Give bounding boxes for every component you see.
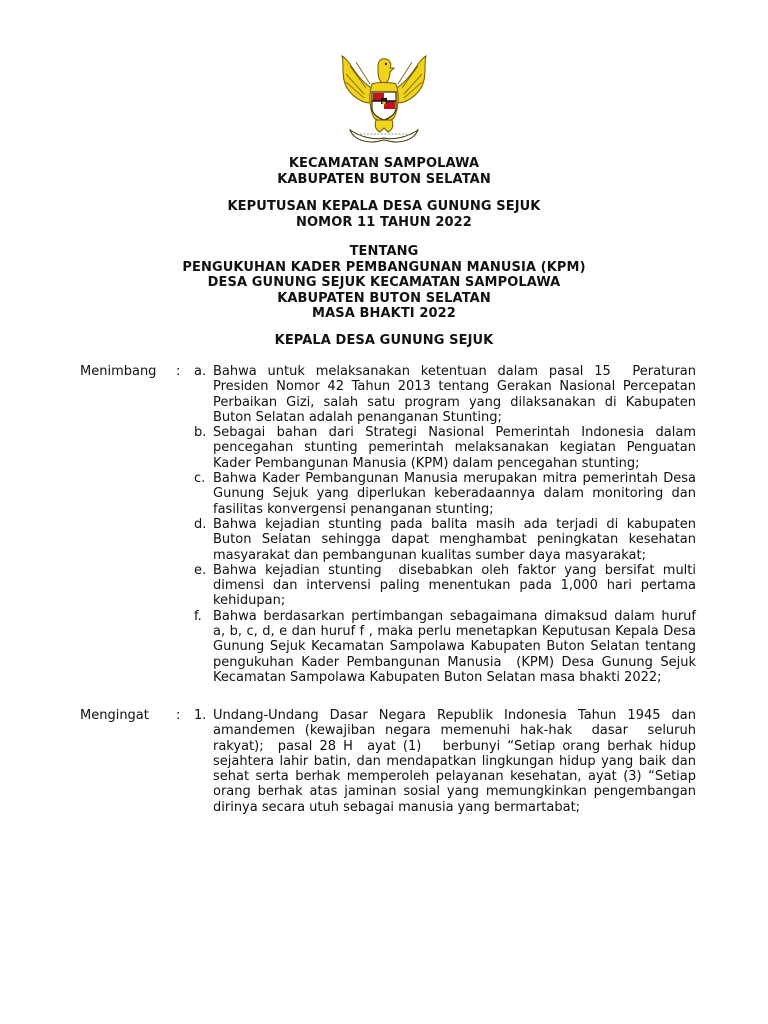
item-text: Bahwa kejadian stunting disebabkan oleh faktor yang bersifat multi dimensi dan intervensi paling menentukan pada 1,000 hari pertama kehidupan; xyxy=(213,562,701,609)
list-item xyxy=(194,608,701,685)
item-marker: f. xyxy=(194,608,202,624)
decree-title: KEPUTUSAN KEPALA DESA GUNUNG SEJUK xyxy=(227,199,541,214)
item-marker: e. xyxy=(194,562,207,578)
heading-region xyxy=(0,156,768,187)
list-item xyxy=(194,516,701,563)
list-item xyxy=(194,708,701,815)
section-label: Menimbang xyxy=(80,364,157,379)
item-marker: b. xyxy=(194,425,207,441)
list-item xyxy=(194,364,701,425)
item-text: Undang-Undang Dasar Negara Republik Indonesia Tahun 1945 dan amandemen (kewajiban negara memenuhi hak-hak dasar seluruh rakyat); pasal 28 H ayat (1) berbunyi “Setiap orang berhak hidup sejahtera lahir batin, dan mendapatkan lingkungan hidup yang baik dan sehat serta berhak memperoleh pelayanan kesehatan, ayat (3) “Setiap orang berhak atas jaminan sosial yang memungkinkan pengembangan dirinya secara utuh sebagai manusia yang bermartabat; xyxy=(213,708,701,815)
tentang-label: TENTANG xyxy=(349,244,419,259)
decree-heading xyxy=(0,199,768,230)
menimbang-list xyxy=(194,364,701,685)
list-item xyxy=(194,425,701,471)
subject-heading xyxy=(0,244,768,322)
section-colon: : xyxy=(176,364,181,379)
kecamatan-heading: KECAMATAN SAMPOLAWA xyxy=(288,156,480,171)
section-label: Mengingat xyxy=(80,708,149,723)
subject-line: PENGUKUHAN KADER PEMBANGUNAN MANUSIA (KPM) xyxy=(182,259,586,275)
item-marker: d. xyxy=(194,516,207,532)
item-marker: a. xyxy=(194,364,207,379)
mengingat-list xyxy=(194,708,701,815)
item-marker: 1. xyxy=(194,708,207,723)
item-text: Bahwa kejadian stunting pada balita masih ada terjadi di kabupaten Buton Selatan sehingga dapat menghambat peningkatan kesehatan masyarakat dan pembangunan kualitas sumber daya masyarakat; xyxy=(213,516,701,563)
item-text: Bahwa untuk melaksanakan ketentuan dalam pasal 15 Peraturan Presiden Nomor 42 Tahun 2013 tentang Gerakan Nasional Percepatan Perbaikan Gizi, salah satu program yang dilaksanakan di Kabupaten Buton Selatan adalah penanganan Stunting; xyxy=(213,364,701,425)
subject-line: DESA GUNUNG SEJUK KECAMATAN SAMPOLAWA xyxy=(207,275,561,290)
item-text: Bahwa berdasarkan pertimbangan sebagaimana dimaksud dalam huruf a, b, c, d, e dan huruf f , maka perlu menetapkan Keputusan Kepala Desa Gunung Sejuk Kecamatan Sampolawa Kabupaten Buton Selatan tentang pengukuhan Kader Pembangunan Manusia (KPM) Desa Gunung Sejuk Kecamatan Sampolawa Kabupaten Buton Selatan masa bhakti 2022; xyxy=(213,608,701,685)
section-colon: : xyxy=(176,708,181,723)
subject-line: KABUPATEN BUTON SELATAN xyxy=(277,290,491,306)
kabupaten-heading: KABUPATEN BUTON SELATAN xyxy=(277,171,491,187)
item-text: Bahwa Kader Pembangunan Manusia merupakan mitra pemerintah Desa Gunung Sejuk yang diperlukan keberadaannya dalam monitoring dan fasilitas konvergensi penanganan stunting; xyxy=(213,471,701,517)
list-item xyxy=(194,562,701,609)
item-marker: c. xyxy=(194,471,206,487)
item-text: Sebagai bahan dari Strategi Nasional Pemerintah Indonesia dalam pencegahan stunting pemerintah melaksanakan kegiatan Penguatan Kader Pembangunan Manusia (KPM) dalam pencegahan stunting; xyxy=(213,425,701,471)
authority-title: KEPALA DESA GUNUNG SEJUK xyxy=(274,333,494,348)
subject-line: MASA BHAKTI 2022 xyxy=(312,306,456,321)
garuda-pancasila-emblem xyxy=(336,52,432,144)
list-item xyxy=(194,471,701,517)
authority-heading xyxy=(0,333,768,349)
decree-number: NOMOR 11 TAHUN 2022 xyxy=(296,214,472,230)
